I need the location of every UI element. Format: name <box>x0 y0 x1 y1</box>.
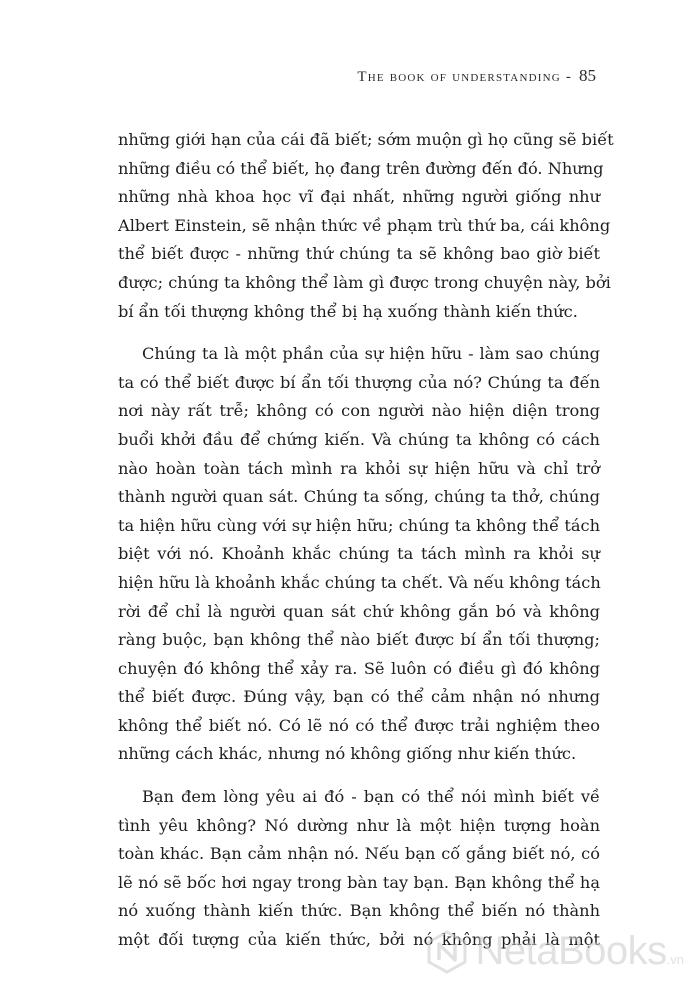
text-line: được; chúng ta không thể làm gì được trong chuyện này, bởi <box>118 272 611 292</box>
text-line: rời để chỉ là người quan sát chứ không gắn bó và không <box>118 601 600 621</box>
text-line: lẽ nó sẽ bốc hơi ngay trong bàn tay bạn. Bạn không thể hạ <box>118 872 600 892</box>
text-line: tình yêu không? Nó dường như là một hiện tượng hoàn <box>118 815 600 835</box>
page-number: 85 <box>579 66 596 85</box>
text-line: một đối tượng của kiến thức, bởi nó không phải là một <box>118 930 600 950</box>
text-line: toàn khác. Bạn cảm nhận nó. Nếu bạn cố gắng biết nó, có <box>118 844 600 864</box>
text-line: nơi này rất trễ; không có con người nào hiện diện trong <box>118 401 600 421</box>
text-line: thể biết được. Đúng vậy, bạn có thể cảm nhận nó nhưng <box>118 687 600 707</box>
text-line: thể biết được - những thứ chúng ta sẽ không bao giờ biết <box>118 244 600 264</box>
text-line: những điều có thể biết, họ đang trên đường đến đó. Nhưng <box>118 158 604 178</box>
text-line: biệt với nó. Khoảnh khắc chúng ta tách mình ra khỏi sự <box>118 544 600 564</box>
text-line: nó xuống thành kiến thức. Bạn không thể biến nó thành <box>118 901 600 921</box>
watermark-text <box>475 929 684 974</box>
text-line: Chúng ta là một phần của sự hiện hữu - làm sao chúng <box>142 344 600 364</box>
text-line: thành người quan sát. Chúng ta sống, chúng ta thở, chúng <box>118 487 600 507</box>
running-header <box>357 66 596 86</box>
text-line: Albert Einstein, sẽ nhận thức về phạm trù thứ ba, cái không <box>118 215 611 235</box>
text-line: những cách khác, nhưng nó không giống như kiến thức. <box>118 744 577 764</box>
text-line: Bạn đem lòng yêu ai đó - bạn có thể nói mình biết về <box>142 787 600 807</box>
text-line: ràng buộc, bạn không thể nào biết được bí ẩn tối thượng; <box>118 630 600 650</box>
text-line: chuyện đó không thể xảy ra. Sẽ luôn có điều gì đó không <box>118 658 600 678</box>
text-line: ta hiện hữu cùng với sự hiện hữu; chúng ta không thể tách <box>118 515 600 535</box>
text-line: nào hoàn toàn tách mình ra khỏi sự hiện hữu và chỉ trở <box>118 458 600 478</box>
text-line: bí ẩn tối thượng không thể bị hạ xuống thành kiến thức. <box>118 301 578 321</box>
netabooks-logo-icon <box>425 930 469 974</box>
text-line: hiện hữu là khoảnh khắc chúng ta chết. Và nếu không tách <box>118 572 601 592</box>
netabooks-watermark <box>425 929 684 974</box>
text-line: ta có thể biết được bí ẩn tối thượng của nó? Chúng ta đến <box>118 372 600 392</box>
text-line: những giới hạn của cái đã biết; sớm muộn gì họ cũng sẽ biết <box>118 130 614 149</box>
paragraph-1 <box>118 126 614 326</box>
text-line: không thể biết nó. Có lẽ nó có thể được trải nghiệm theo <box>118 715 600 735</box>
watermark-domain: .vn <box>666 952 684 967</box>
body-text <box>118 126 614 969</box>
book-title: The book of understanding - <box>357 69 573 85</box>
text-line: buổi khởi đầu để chứng kiến. Và chúng ta không có cách <box>118 429 600 449</box>
paragraph-2 <box>118 340 600 769</box>
text-line: những nhà khoa học vĩ đại nhất, những người giống như <box>118 187 600 207</box>
watermark-brand: NetaBooks <box>475 929 667 973</box>
